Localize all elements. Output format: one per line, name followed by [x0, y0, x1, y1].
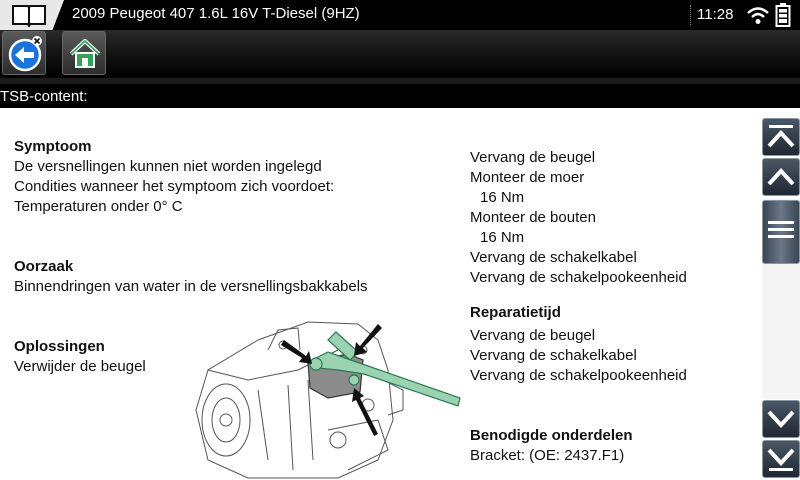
symptom-line: Temperaturen onder 0° C [14, 198, 183, 215]
cause-line: Binnendringen van water in de versnellingsbakkabels [14, 278, 368, 295]
procedure-step: Vervang de beugel [470, 149, 596, 166]
chevron-up-icon [766, 162, 796, 192]
parts-heading: Benodigde onderdelen [470, 427, 633, 444]
home-icon [67, 36, 103, 72]
chevron-down-icon [766, 404, 796, 434]
symptom-line: Condities wanneer het symptoom zich voordoet: [14, 178, 335, 195]
status-divider [690, 5, 692, 25]
vehicle-title: 2009 Peugeot 407 1.6L 16V T-Diesel (9HZ) [72, 5, 360, 22]
repair-time-line: Vervang de schakelkabel [470, 347, 637, 364]
double-chevron-down-icon [766, 444, 796, 474]
scroll-bottom-button[interactable] [762, 440, 800, 478]
solutions-heading: Oplossingen [14, 338, 105, 355]
procedure-step: Monteer de moer [470, 169, 585, 186]
wifi-icon [746, 5, 770, 25]
solutions-line: Verwijder de beugel [14, 358, 146, 375]
symptom-heading: Symptoom [14, 138, 92, 155]
gearbox-illustration [188, 310, 462, 480]
parts-line: Bracket: (OE: 2437.F1) [470, 447, 625, 464]
clock: 11:28 [697, 6, 734, 23]
procedure-step: Vervang de schakelpookeenheid [470, 269, 687, 286]
book-icon [10, 3, 48, 27]
torque-value: 16 Nm [480, 189, 525, 206]
cause-heading: Oorzaak [14, 258, 74, 275]
back-button[interactable] [2, 31, 46, 75]
repair-time-line: Vervang de beugel [470, 327, 596, 344]
scroll-down-button[interactable] [762, 400, 800, 438]
back-arrow-icon [7, 36, 43, 72]
section-title: TSB-content: [0, 88, 88, 105]
procedure-step: Monteer de bouten [470, 209, 596, 226]
repair-time-heading: Reparatietijd [470, 304, 561, 321]
symptom-line: De versnellingen kunnen niet worden ingelegd [14, 158, 322, 175]
home-button[interactable] [62, 31, 106, 75]
scroll-thumb[interactable] [762, 200, 800, 264]
tsb-content [0, 108, 760, 480]
double-chevron-up-icon [766, 122, 796, 152]
right-column [470, 148, 687, 466]
toolbar [0, 30, 800, 78]
battery-icon [775, 3, 791, 27]
book-button[interactable] [0, 0, 64, 30]
vertical-scrollbar[interactable] [760, 116, 800, 480]
title-bar [0, 0, 800, 30]
procedure-step: Vervang de schakelkabel [470, 249, 637, 266]
section-bar [0, 84, 800, 108]
scroll-top-button[interactable] [762, 118, 800, 156]
torque-value: 16 Nm [480, 229, 525, 246]
grip-icon [768, 219, 794, 243]
repair-time-line: Vervang de schakelpookeenheid [470, 367, 687, 384]
scroll-up-button[interactable] [762, 158, 800, 196]
